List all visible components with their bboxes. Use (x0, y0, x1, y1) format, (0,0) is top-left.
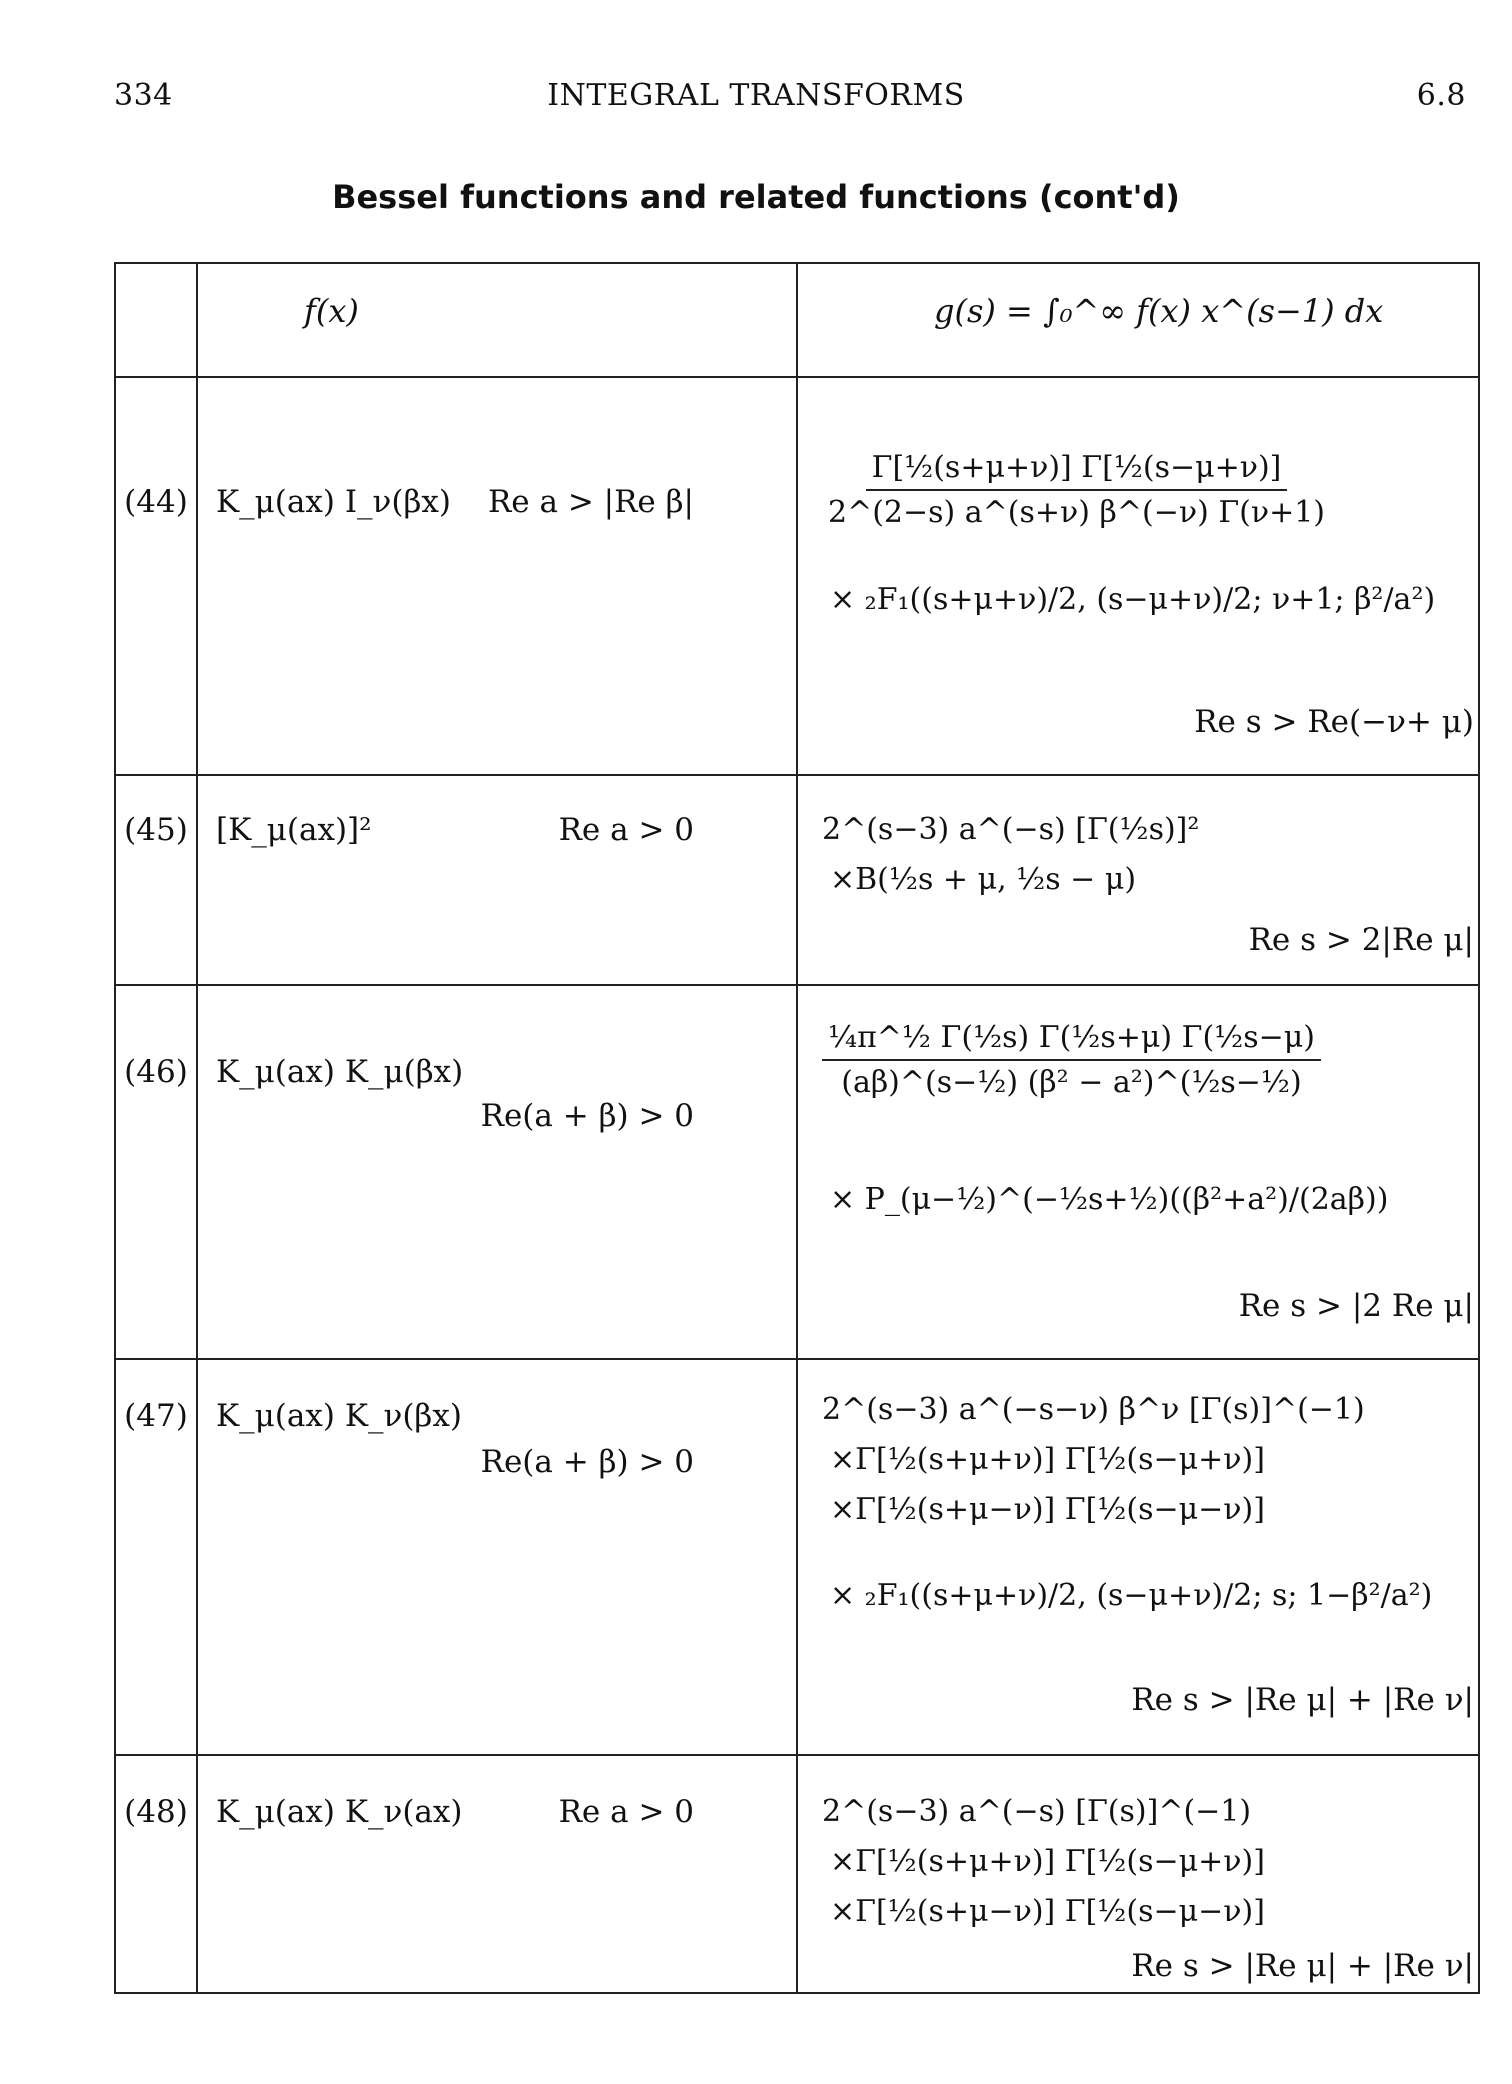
transform-line: ×Γ[½(s+μ+ν)] Γ[½(s−μ+ν)] (830, 1844, 1265, 1879)
parameter-condition: Re a > |Re β| (487, 484, 694, 520)
row-number: (45) (124, 812, 188, 848)
row-number: (48) (124, 1794, 188, 1830)
legendre-factor: × P_(μ−½)^(−½s+½)((β²+a²)/(2aβ)) (830, 1182, 1389, 1217)
transform-line: 2^(s−3) a^(−s) [Γ(½s)]² (822, 812, 1200, 847)
transform-fraction (822, 1020, 1321, 1100)
parameter-condition: Re a > 0 (558, 812, 694, 848)
fraction-denominator: (aβ)^(s−½) (β² − a²)^(½s−½) (841, 1065, 1302, 1100)
validity-condition: Re s > |2 Re μ| (1238, 1288, 1474, 1324)
row-number: (46) (124, 1054, 188, 1090)
fraction-denominator: 2^(2−s) a^(s+ν) β^(−ν) Γ(ν+1) (828, 495, 1326, 530)
validity-condition: Re s > Re(−ν+ μ) (1194, 704, 1474, 740)
validity-condition: Re s > |Re μ| + |Re ν| (1131, 1682, 1474, 1718)
transform-line: ×B(½s + μ, ½s − μ) (830, 862, 1137, 897)
row-number: (47) (124, 1398, 188, 1434)
function-expression: K_μ(ax) K_ν(βx) (216, 1398, 462, 1434)
hypergeometric-factor: × ₂F₁((s+μ+ν)/2, (s−μ+ν)/2; s; 1−β²/a²) (830, 1578, 1433, 1613)
function-expression: K_μ(ax) I_ν(βx) (216, 484, 451, 520)
column-header-gs: g(s) = ∫₀^∞ f(x) x^(s−1) dx (934, 292, 1384, 330)
parameter-condition: Re a > 0 (558, 1794, 694, 1830)
validity-condition: Re s > |Re μ| + |Re ν| (1131, 1948, 1474, 1984)
transform-line: ×Γ[½(s+μ+ν)] Γ[½(s−μ+ν)] (830, 1442, 1265, 1477)
validity-condition: Re s > 2|Re μ| (1248, 922, 1474, 958)
transform-table (114, 262, 1480, 1994)
fraction-numerator: ¼π^½ Γ(½s) Γ(½s+μ) Γ(½s−μ) (822, 1020, 1321, 1061)
running-title: INTEGRAL TRANSFORMS (547, 78, 965, 113)
hypergeometric-factor: × ₂F₁((s+μ+ν)/2, (s−μ+ν)/2; ν+1; β²/a²) (830, 582, 1436, 617)
transform-line: 2^(s−3) a^(−s−ν) β^ν [Γ(s)]^(−1) (822, 1392, 1365, 1427)
function-expression: K_μ(ax) K_μ(βx) (216, 1054, 464, 1090)
parameter-condition: Re(a + β) > 0 (480, 1444, 694, 1480)
function-expression: K_μ(ax) K_ν(ax) (216, 1794, 463, 1830)
row-number: (44) (124, 484, 188, 520)
table-caption: Bessel functions and related functions (cont'd) (332, 178, 1180, 216)
fraction-numerator: Γ[½(s+μ+ν)] Γ[½(s−μ+ν)] (866, 450, 1288, 491)
transform-fraction (822, 450, 1331, 530)
transform-line: ×Γ[½(s+μ−ν)] Γ[½(s−μ−ν)] (830, 1492, 1265, 1527)
function-expression: [K_μ(ax)]² (216, 812, 372, 848)
column-header-fx: f(x) (304, 292, 359, 330)
transform-line: ×Γ[½(s+μ−ν)] Γ[½(s−μ−ν)] (830, 1894, 1265, 1929)
transform-line: 2^(s−3) a^(−s) [Γ(s)]^(−1) (822, 1794, 1252, 1829)
page-number: 334 (114, 78, 173, 113)
parameter-condition: Re(a + β) > 0 (480, 1098, 694, 1134)
section-number: 6.8 (1416, 78, 1466, 113)
